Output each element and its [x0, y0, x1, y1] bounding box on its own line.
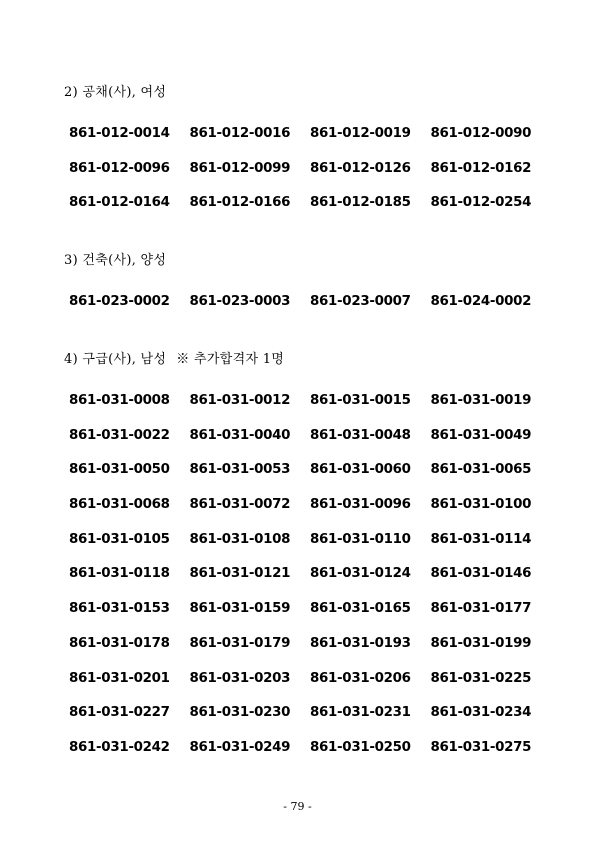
- candidate-number: 861-031-0048: [310, 427, 411, 443]
- table-row: [69, 566, 549, 601]
- candidate-number: 861-012-0099: [189, 160, 291, 176]
- candidate-number: 861-031-0124: [310, 566, 411, 582]
- table-row: [69, 393, 549, 428]
- candidate-number: 861-031-0165: [310, 601, 411, 617]
- candidate-number: 861-031-0203: [189, 670, 291, 686]
- table-row: [69, 462, 549, 497]
- candidate-number: 861-023-0007: [310, 294, 411, 309]
- table-row: [69, 671, 549, 706]
- candidate-number: 861-012-0164: [69, 195, 170, 211]
- section-heading-text: 2) 공채(사), 여성: [64, 85, 167, 100]
- candidate-number: 861-012-0096: [69, 160, 170, 176]
- candidate-number: 861-031-0234: [430, 705, 532, 721]
- candidate-number: 861-031-0146: [430, 566, 532, 582]
- candidate-number: 861-031-0250: [310, 739, 411, 755]
- additional-pass-note: ※ 추가합격자 1명: [176, 352, 285, 367]
- candidate-number: 861-012-0014: [69, 126, 170, 141]
- candidate-number: 861-031-0178: [69, 635, 170, 651]
- candidate-number: 861-031-0068: [69, 497, 170, 513]
- candidate-number: 861-031-0072: [189, 497, 291, 513]
- section-heading-female-public: [64, 81, 166, 100]
- candidate-number: 861-012-0126: [310, 160, 411, 176]
- section-heading-text: 3) 건축(사), 양성: [64, 253, 167, 268]
- candidate-number: 861-031-0040: [189, 427, 291, 443]
- candidate-number: 861-031-0225: [430, 670, 532, 686]
- candidate-number-grid-architecture: [69, 294, 549, 329]
- candidate-number: 861-031-0050: [69, 462, 170, 478]
- candidate-number: 861-031-0201: [69, 670, 170, 686]
- candidate-number: 861-031-0012: [189, 393, 291, 408]
- candidate-number: 861-031-0230: [189, 705, 291, 721]
- candidate-number: 861-031-0108: [189, 531, 291, 547]
- candidate-number: 861-012-0162: [430, 160, 532, 176]
- table-row: [69, 294, 549, 329]
- candidate-number: 861-012-0019: [310, 126, 411, 141]
- candidate-number: 861-031-0231: [310, 705, 411, 721]
- candidate-number: 861-031-0179: [189, 635, 291, 651]
- candidate-number: 861-031-0114: [430, 531, 532, 547]
- candidate-number-grid-female-public: [69, 126, 549, 230]
- candidate-number: 861-023-0002: [69, 294, 170, 309]
- candidate-number: 861-031-0015: [310, 393, 411, 408]
- candidate-number: 861-031-0065: [430, 462, 532, 478]
- candidate-number: 861-031-0121: [189, 566, 291, 582]
- candidate-number: 861-031-0060: [310, 462, 411, 478]
- candidate-number: 861-012-0016: [189, 126, 291, 141]
- candidate-number: 861-031-0105: [69, 531, 170, 547]
- candidate-number: 861-031-0159: [189, 601, 291, 617]
- candidate-number: 861-031-0019: [430, 393, 532, 408]
- table-row: [69, 126, 549, 161]
- candidate-number: 861-024-0002: [430, 294, 532, 309]
- table-row: [69, 428, 549, 463]
- candidate-number: 861-031-0118: [69, 566, 170, 582]
- candidate-number: 861-031-0275: [430, 739, 532, 755]
- table-row: [69, 532, 549, 567]
- section-heading-architecture: [64, 249, 166, 268]
- section-heading-text: 4) 구급(사), 남성: [64, 352, 167, 367]
- candidate-number: 861-031-0199: [430, 635, 532, 651]
- section-heading-emergency: [64, 348, 284, 367]
- candidate-number: 861-031-0193: [310, 635, 411, 651]
- table-row: [69, 636, 549, 671]
- table-row: [69, 601, 549, 636]
- candidate-number-grid-emergency: [69, 393, 549, 775]
- table-row: [69, 497, 549, 532]
- candidate-number: 861-031-0096: [310, 497, 411, 513]
- candidate-number: 861-031-0008: [69, 393, 170, 408]
- table-row: [69, 705, 549, 740]
- page-number: - 79 -: [283, 800, 312, 813]
- candidate-number: 861-012-0254: [430, 195, 532, 211]
- candidate-number: 861-012-0166: [189, 195, 291, 211]
- table-row: [69, 195, 549, 230]
- candidate-number: 861-031-0110: [310, 531, 411, 547]
- candidate-number: 861-031-0227: [69, 705, 170, 721]
- candidate-number: 861-012-0090: [430, 126, 532, 141]
- candidate-number: 861-031-0242: [69, 739, 170, 755]
- candidate-number: 861-031-0053: [189, 462, 291, 478]
- candidate-number: 861-031-0153: [69, 601, 170, 617]
- candidate-number: 861-031-0100: [430, 497, 532, 513]
- candidate-number: 861-031-0049: [430, 427, 532, 443]
- candidate-number: 861-031-0022: [69, 427, 170, 443]
- table-row: [69, 740, 549, 775]
- candidate-number: 861-012-0185: [310, 195, 411, 211]
- table-row: [69, 161, 549, 196]
- candidate-number: 861-031-0206: [310, 670, 411, 686]
- candidate-number: 861-031-0249: [189, 739, 291, 755]
- candidate-number: 861-023-0003: [189, 294, 291, 309]
- candidate-number: 861-031-0177: [430, 601, 532, 617]
